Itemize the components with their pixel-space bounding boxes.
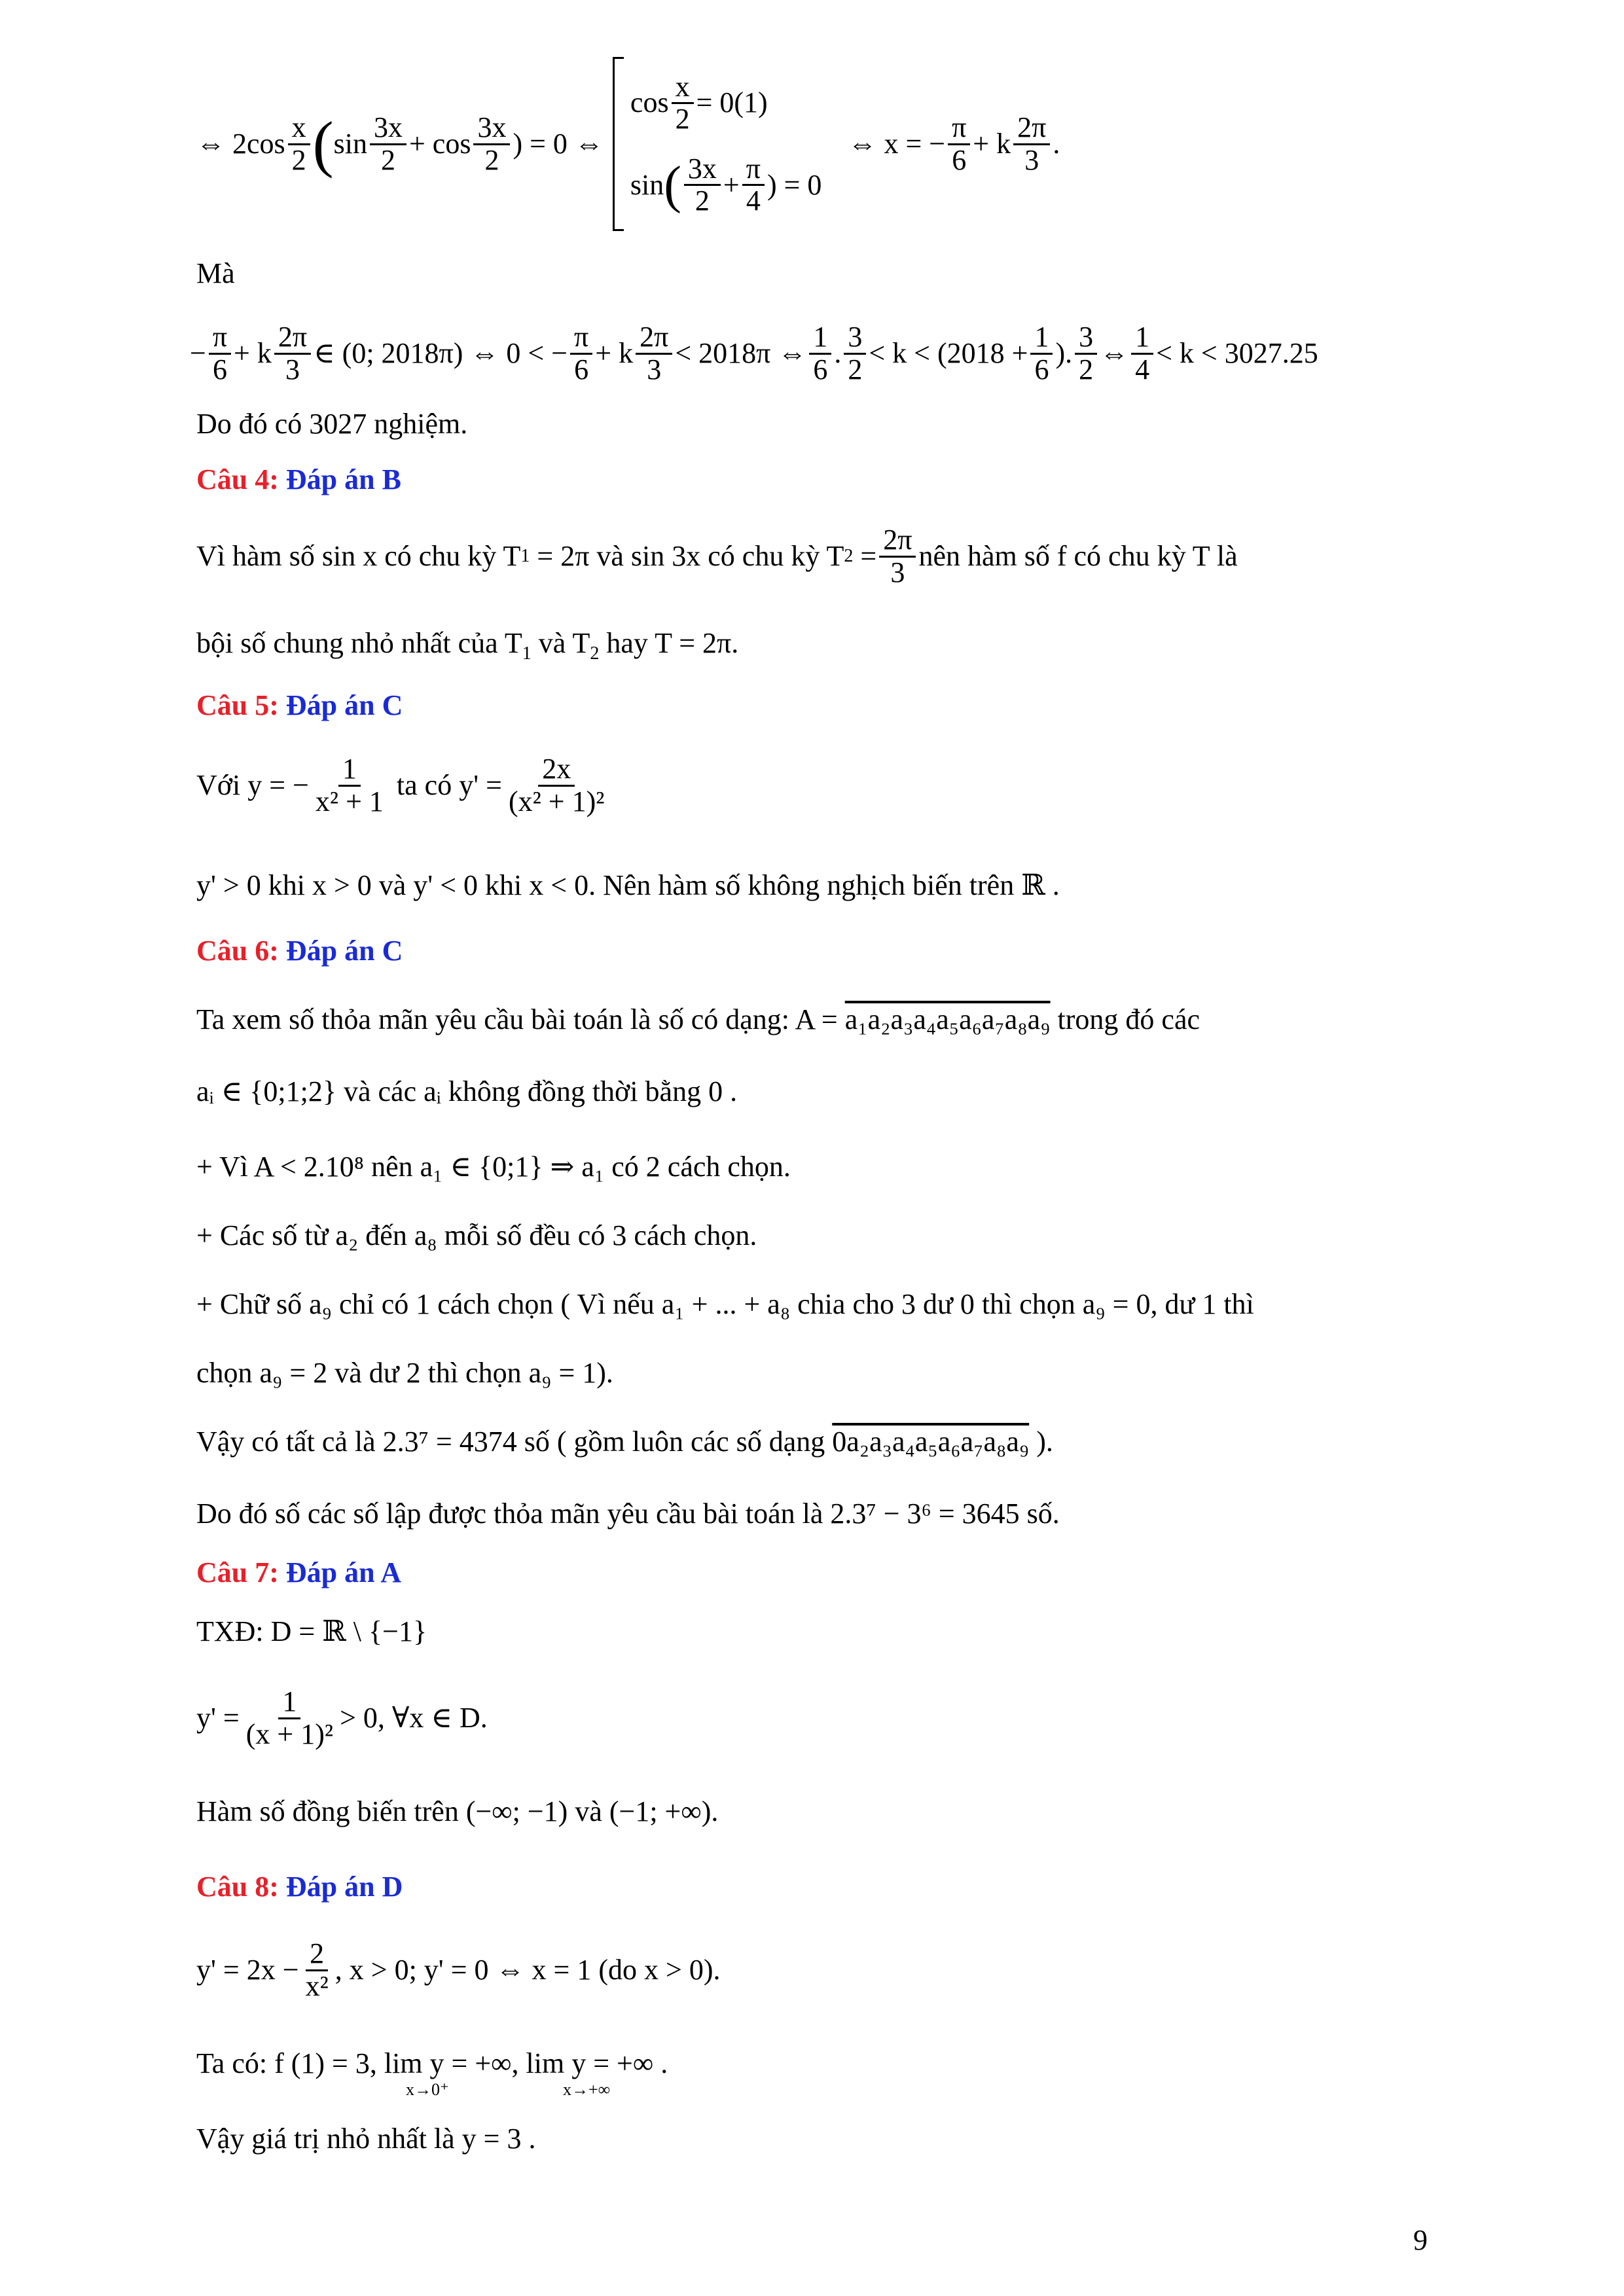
eq-text: sin — [630, 168, 664, 201]
eq-text: ) = 0 — [767, 168, 822, 201]
q6-line-3: + Vì A < 2.10⁸ nên a₁ ∈ {0;1} ⇒ a₁ có 2 cách chọn. — [196, 1151, 791, 1183]
q4-line-2: bội số chung nhỏ nhất của $T_1$ và $T_2$ hay T = 2π. — [196, 627, 739, 664]
eq-text: cos — [630, 86, 669, 119]
fraction: $\frac{2\pi}{3}$ — [274, 322, 311, 384]
q6-line-8: Do đó số các số lập được thỏa mãn yêu cầu bài toán là 2.3⁷ − 3⁶ = 3645 số. — [196, 1498, 1060, 1530]
eq-text: < 2018π ⇔ — [675, 337, 807, 369]
fraction: $\frac{\pi}{4}$ — [742, 154, 765, 216]
fraction: $\frac{1}{6}$ — [809, 322, 831, 384]
q6-line-4: + Các số từ a₂ đến a₈ mỗi số đều có 3 cách chọn. — [196, 1219, 757, 1251]
q6-line-1: Ta xem số thỏa mãn yêu cầu bài toán là số có dạng: A = a₁a₂a₃a₄a₅a₆a₇a₈a₉ trong đó các — [196, 1003, 1200, 1035]
paren: ( — [312, 109, 334, 179]
fraction: $\frac{2x}{\text{(x² + 1)²}}$ — [508, 753, 605, 817]
q8-derivative: y' = 2x − $\frac{2}{\text{x²}}$ , x > 0; y' = 0 ⇔ x = 1 (do x > 0). — [196, 1937, 721, 2002]
q8-limits: Ta có: f (1) = 3, lim y = +∞, lim y = +∞ . — [196, 2047, 668, 2079]
q6-line-2: aᵢ ∈ {0;1;2} và các aᵢ không đồng thời bằng 0 . — [196, 1075, 738, 1107]
eq-text: + cos — [408, 128, 471, 160]
inequality-line: − $\frac{\pi}{6}$ + k $\frac{2\pi}{3}$ ∈ (0; 2018π) ⇔ 0 < − $\frac{\pi}{6}$ + k $\frac{2\pi}{3}$ < 2018π ⇔ $\frac{1}{6}$ . $\frac{3}{2}$ < k < (2018 + $\frac{1}{6}$ ). $\frac{3}{2}$ ⇔ $\frac{1}{4}$ < k < 3027.25 — [190, 321, 1318, 386]
q7-derivative: y' = $\frac{1}{\text{(x + 1)²}}$ > 0, ∀x ∈ D. — [196, 1685, 488, 1750]
q8-heading: Câu 8: Đáp án D — [196, 1871, 403, 1903]
q6-heading: Câu 6: Đáp án C — [196, 935, 403, 967]
eq-text: + k — [973, 128, 1011, 160]
equation-system: cos $\frac{x}{2}$ = 0(1) sin ( $\frac{3x}{2}$ + $\frac{\pi}{4}$ ) = 0 — [630, 70, 822, 217]
fraction: $\frac{\pi}{6}$ — [570, 322, 592, 384]
system-bracket — [613, 57, 624, 231]
fraction: $\frac{1}{4}$ — [1131, 322, 1153, 384]
q5-line-1: Với y = − $\frac{1}{\text{x² + 1}}$ ta có y' = $\frac{2x}{\text{(x² + 1)²}}$ — [196, 740, 1440, 831]
equation-line-1 — [196, 52, 1440, 236]
q6-line-5: + Chữ số a₉ chỉ có 1 cách chọn ( Vì nếu a₁ + ... + a₈ chia cho 3 dư 0 thì chọn a₉ = 0, dư 1 thì — [196, 1288, 1254, 1320]
q5-line-2: y' > 0 khi x > 0 và y' < 0 khi x < 0. Nên hàm số không nghịch biến trên ℝ . — [196, 869, 1060, 901]
fraction: $\frac{3}{2}$ — [844, 322, 866, 384]
eq-text: ⇔ x = − — [848, 128, 946, 160]
eq-text: . — [1053, 128, 1060, 160]
q4-heading: Câu 4: Đáp án B — [196, 463, 401, 495]
q4-line-1: Vì hàm số sin x có chu kỳ T 1 = 2π và sin 3x có chu kỳ T 2 = $\frac{2\pi}{3}$ nên hàm số f có chu kỳ T là — [196, 524, 1238, 588]
q7-heading: Câu 7: Đáp án A — [196, 1556, 401, 1588]
page: ⇔ 2cos $\frac{x}{2}$ ( sin $\frac{3x}{2}$ + cos $\frac{3x}{2}$ ) = 0 ⇔ cos $\frac{x}{2}$ = 0(1) sin ( $\frac{3x}{2}$ + $\frac{\pi}{4}$ ) = 0 ⇔ x = − $\frac{\pi}{6}$ + k $\frac{2\pi}{3}$ . Mà − $\frac{\pi}{6}$ + k $\frac{2\pi}{3}$ ∈ (0; 2018π) ⇔ 0 < − $\frac{\pi}{6}$ + k $\frac{2\pi}{3}$ < 2018π ⇔ $\frac{1}{6}$ . $\frac{3}{2}$ < k < (2018 + $\frac{1}{6}$ ). $\frac{3}{2}$ ⇔ $\frac{1}{4}$ < k < 3027.25 Do đó có 3027 nghiệm. Câu 4: Đáp án B Vì hàm số sin x có chu kỳ T 1 = 2π và sin 3x có chu kỳ T 2 = $\frac{2\pi}{3}$ nên hàm số f có chu kỳ T là bội số chung nhỏ nhất của $T_1$ và $T_2$ hay T = 2π. Câu 5: Đáp án C Với y = − $\frac{1}{\text{x² + 1}}$ ta có y' = $\frac{2x}{\text{(x² + 1)²}}$ y' > 0 khi x > 0 và y' < 0 khi x < 0. Nên hàm số không nghịch biến trên ℝ . Câu 6: Đáp án C Ta xem số thỏa mãn yêu cầu bài toán là số có dạng: A = a₁a₂a₃a₄a₅a₆a₇a₈a₉ trong đó các aᵢ ∈ {0;1;2} và các aᵢ không đồng thời bằng 0 . + Vì A < 2.10⁸ nên a₁ ∈ {0;1} ⇒ a₁ có 2 cách chọn. + Các số từ a₂ đến a₈ mỗi số đều có 3 cách chọn. + Chữ số a₉ chỉ có 1 cách chọn ( Vì nếu a₁ + ... + a₈ chia cho 3 dư 0 thì chọn a₉ = 0, dư 1 thì chọn a₉ = 2 và dư 2 thì chọn a₉ = 1). Vậy có tất cả là 2.3⁷ = 4374 số ( gồm luôn các số dạng 0a₂a₃a₄a₅a₆a₇a₈a₉ ). Do đó số các số lập được thỏa mãn yêu cầu bài toán là 2.3⁷ − 3⁶ = 3645 số. Câu 7: Đáp án A TXĐ: D = ℝ \ {−1} y' = $\frac{1}{\text{(x + 1)²}}$ > 0, ∀x ∈ D. Hàm số đồng biến trên (−∞; −1) và (−1; +∞). Câu 8: Đáp án D y' = 2x − $\frac{2}{\text{x²}}$ , x > 0; y' = 0 ⇔ x = 1 (do x > 0). Ta có: f (1) = 3, lim y = +∞, lim y = +∞ . x→0⁺ x→+∞ Vậy giá trị nhỏ nhất là y = 3 . 9 — [0, 0, 1624, 2296]
fraction: $\frac{x}{2}$ — [672, 72, 694, 134]
fraction: $\frac{x}{2}$ — [288, 113, 310, 175]
fraction: $\frac{\pi}{6}$ — [209, 322, 231, 384]
fraction: $\frac{\pi}{6}$ — [948, 113, 970, 175]
fraction: $\frac{2\pi}{3}$ — [879, 525, 916, 587]
eq-text: ∈ (0; 2018π) ⇔ 0 < − — [314, 337, 568, 369]
solution-count: Do đó có 3027 nghiệm. — [196, 408, 468, 440]
eq-text: ⇔ 2cos — [196, 128, 285, 160]
fraction: $\frac{1}{\text{(x + 1)²}}$ — [245, 1685, 334, 1750]
page-number: 9 — [1413, 2224, 1428, 2256]
eq-text: sin — [333, 128, 367, 160]
eq-text: ) = 0 ⇔ — [513, 128, 604, 160]
q8-conclusion: Vậy giá trị nhỏ nhất là y = 3 . — [196, 2123, 536, 2155]
eq-text: < k < (2018 + — [869, 337, 1028, 369]
q5-heading: Câu 5: Đáp án C — [196, 689, 403, 721]
fraction: $\frac{3x}{2}$ — [473, 113, 510, 175]
q7-conclusion: Hàm số đồng biến trên (−∞; −1) và (−1; +∞). — [196, 1795, 719, 1827]
ma-text: Mà — [196, 257, 235, 289]
fraction: $\frac{3x}{2}$ — [684, 154, 721, 216]
fraction: $\frac{2\pi}{3}$ — [636, 322, 672, 384]
q6-line-6: chọn a₉ = 2 và dư 2 thì chọn a₉ = 1). — [196, 1357, 613, 1389]
q7-domain: TXĐ: D = ℝ \ {−1} — [196, 1615, 427, 1647]
fraction: $\frac{1}{6}$ — [1030, 322, 1053, 384]
fraction: $\frac{3x}{2}$ — [370, 113, 406, 175]
fraction: $\frac{1}{\text{x² + 1}}$ — [315, 753, 384, 817]
eq-text: < k < 3027.25 — [1156, 337, 1318, 369]
fraction: $\frac{2\pi}{3}$ — [1013, 113, 1050, 175]
fraction: $\frac{3}{2}$ — [1075, 322, 1097, 384]
eq-text: = 0(1) — [696, 86, 768, 119]
q6-line-7: Vậy có tất cả là 2.3⁷ = 4374 số ( gồm luôn các số dạng 0a₂a₃a₄a₅a₆a₇a₈a₉ ). — [196, 1426, 1053, 1458]
fraction: $\frac{2}{\text{x²}}$ — [305, 1937, 329, 2002]
